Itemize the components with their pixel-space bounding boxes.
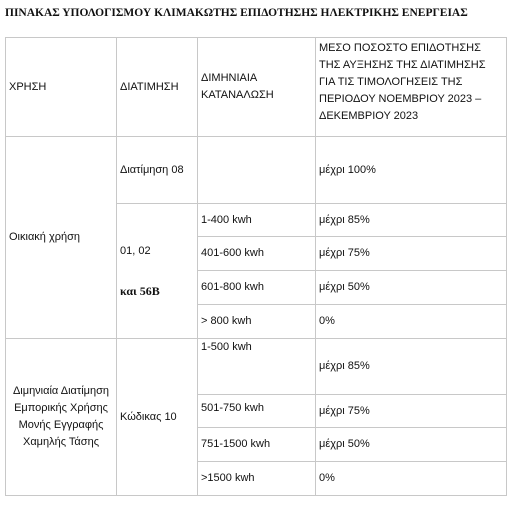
subsidy-table <box>5 37 507 496</box>
commercial-use-text: Διμηνιαία Διατίμηση Εμπορικής Χρήσης Μονής Εγγραφής Χαμηλής Τάσης <box>12 385 110 448</box>
band-subsidy-cell: μέχρι 50% <box>316 428 507 462</box>
residential-tariff-codes-cell <box>117 204 198 339</box>
table-row <box>6 339 507 395</box>
band-consumption-cell: 1-500 kwh <box>198 339 316 395</box>
band-subsidy-cell: 0% <box>316 305 507 339</box>
band-subsidy-cell: μέχρι 85% <box>316 339 507 395</box>
page-title: ΠΙΝΑΚΑΣ ΥΠΟΛΟΓΙΣΜΟΥ ΚΛΙΜΑΚΩΤΗΣ ΕΠΙΔΟΤΗΣΗΣ ΗΛΕΚΤΡΙΚΗΣ ΕΝΕΡΓΕΙΑΣ <box>5 7 468 19</box>
band-subsidy-cell: 0% <box>316 462 507 496</box>
residential-use-cell: Οικιακή χρήση <box>6 137 117 339</box>
band-consumption-cell: 1-400 kwh <box>198 204 316 237</box>
tariff08-cell: Διατίμηση 08 <box>117 137 198 204</box>
band-consumption-cell: 501-750 kwh <box>198 395 316 428</box>
tariff08-consumption-cell <box>198 137 316 204</box>
band-subsidy-cell: μέχρι 50% <box>316 271 507 305</box>
band-subsidy-cell: μέχρι 85% <box>316 204 507 237</box>
tariff08-subsidy-cell: μέχρι 100% <box>316 137 507 204</box>
header-tariff: ΔΙΑΤΙΜΗΣΗ <box>117 38 198 137</box>
band-consumption-cell: > 800 kwh <box>198 305 316 339</box>
band-subsidy-cell: μέχρι 75% <box>316 237 507 271</box>
tariff-codes-line1: 01, 02 <box>120 244 151 257</box>
table-header-row <box>6 38 507 137</box>
tariff-codes-line2: και 56Β <box>120 283 160 298</box>
header-consumption: ΔΙΜΗΝΙΑΙΑ ΚΑΤΑΝΑΛΩΣΗ <box>198 38 316 137</box>
header-subsidy: ΜΕΣΟ ΠΟΣΟΣΤΟ ΕΠΙΔΟΤΗΣΗΣ ΤΗΣ ΑΥΞΗΣΗΣ ΤΗΣ ΔΙΑΤΙΜΗΣΗΣ ΓΙΑ ΤΙΣ ΤΙΜΟΛΟΓΗΣΕΙΣ ΤΗΣ ΠΕΡΙΟΔΟΥ ΝΟΕΜΒΡΙΟΥ 2023 – ΔΕΚΕΜΒΡΙΟΥ 2023 <box>316 38 507 137</box>
commercial-tariff-cell: Κώδικας 10 <box>117 339 198 496</box>
header-use: ΧΡΗΣΗ <box>6 38 117 137</box>
band-consumption-cell: >1500 kwh <box>198 462 316 496</box>
band-consumption-cell: 751-1500 kwh <box>198 428 316 462</box>
band-consumption-cell: 601-800 kwh <box>198 271 316 305</box>
table-row <box>6 137 507 204</box>
commercial-use-cell <box>6 339 117 496</box>
band-subsidy-cell: μέχρι 75% <box>316 395 507 428</box>
band-consumption-cell: 401-600 kwh <box>198 237 316 271</box>
